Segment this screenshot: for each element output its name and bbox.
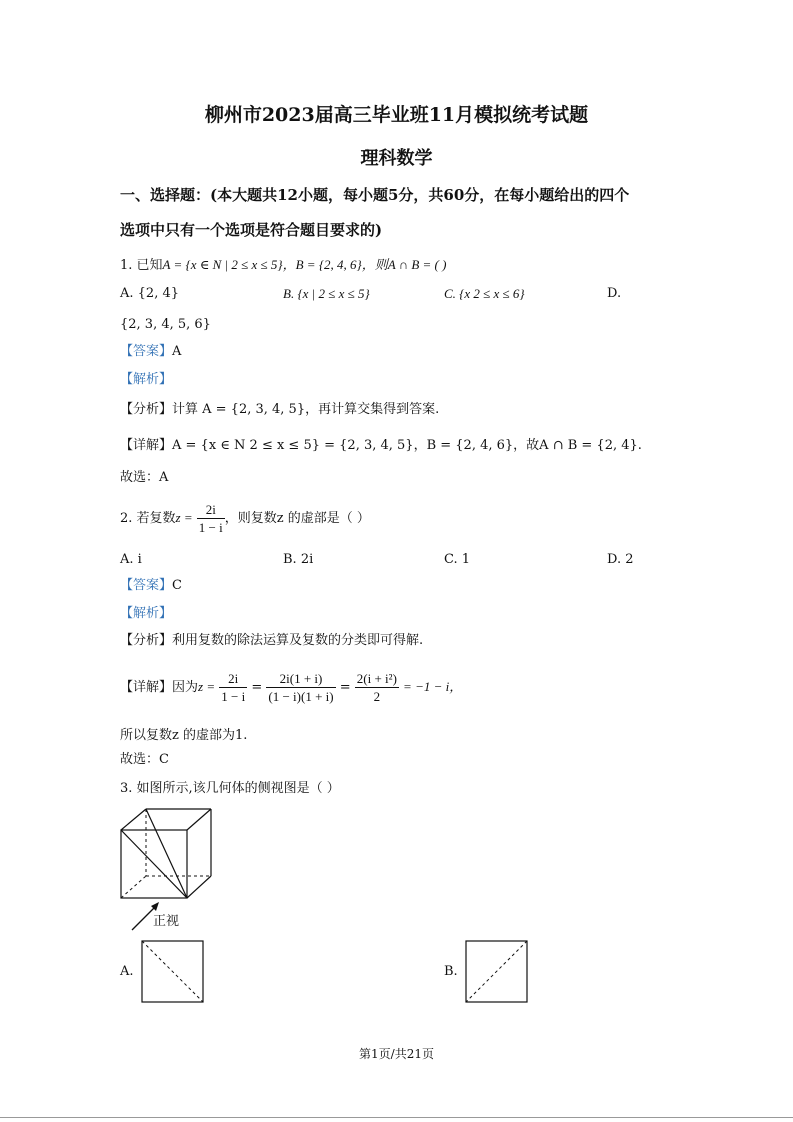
q1-analysis-tag: 【解析】	[120, 372, 173, 387]
q2-fraction	[197, 501, 225, 536]
q2-answer	[120, 577, 182, 595]
q1-stem-prefix: 1. 已知	[120, 258, 163, 273]
q1-set-b: ，B = {2, 4, 6}	[282, 257, 362, 272]
q3-stem: 3. 如图所示,该几何体的侧视图是（ ）	[120, 781, 340, 796]
q2-option-d: D. 2	[607, 552, 634, 567]
page-subtitle: 理科数学	[360, 148, 433, 169]
q3-solid-figure	[118, 806, 218, 902]
q1-option-c: C. {x 2 ≤ x ≤ 6}	[444, 286, 525, 301]
q2-option-c: C. 1	[444, 552, 471, 567]
q2-eq4: = −1 − i，	[403, 679, 463, 694]
q1-set-a: A = {x ∈ N | 2 ≤ x ≤ 5}	[162, 257, 283, 272]
q2-frac1	[219, 670, 247, 705]
top-left-edge	[121, 809, 146, 830]
q2-frac2	[266, 670, 335, 705]
q1-option-a: A. {2, 4}	[120, 286, 180, 301]
frac3-den: 2	[373, 689, 381, 704]
section-heading-cont: 选项中只有一个选项是符合题目要求的)	[120, 221, 383, 239]
q2-xiangjie-prefix: 【详解】因为	[120, 680, 199, 695]
q2-stem-prefix: 2. 若复数	[120, 511, 176, 526]
q1-answer	[120, 343, 181, 361]
view-label: 正视	[153, 914, 180, 929]
inner-diagonal	[146, 809, 187, 898]
q2-fenxi: 【分析】利用复数的除法运算及复数的分类即可得解.	[120, 633, 424, 648]
frac2-num: 2i(1 + i)	[266, 670, 335, 688]
bottom-right-edge	[187, 876, 211, 898]
q3-option-a-figure	[141, 940, 205, 1004]
q2-conclusion: 所以复数z 的虚部为1.	[120, 728, 248, 743]
q2-frac3	[355, 670, 399, 705]
front-diagonal	[121, 830, 187, 898]
answer-tag: 【答案】	[120, 578, 173, 593]
q1-tail: ，则A ∩ B = ( )	[361, 257, 447, 272]
q1-stem	[120, 256, 446, 275]
frac1-den: 1 − i	[221, 689, 246, 704]
q2-option-a: A. i	[120, 552, 142, 567]
page-number: 第1页/共21页	[359, 1047, 434, 1061]
q2-eq1: z =	[198, 679, 216, 694]
answer-value: C	[172, 578, 182, 593]
q1-choose: 故选：A	[120, 470, 169, 485]
q3-option-b-label: B.	[444, 964, 458, 979]
q2-stem	[120, 501, 370, 536]
top-right-edge	[187, 809, 211, 830]
q2-analysis-tag: 【解析】	[120, 606, 173, 621]
hidden-bottom-left-edge	[121, 876, 146, 898]
q1-option-d: D.	[607, 286, 622, 301]
answer-value: A	[172, 344, 182, 359]
q2-option-b: B. 2i	[283, 552, 314, 567]
q2-eq2: =	[251, 680, 263, 695]
q2-xiangjie	[120, 670, 462, 705]
q2-frac-den: 1 − i	[198, 520, 223, 535]
q1-fenxi: 【分析】计算 A = {2, 3, 4, 5}，再计算交集得到答案.	[120, 402, 440, 417]
q3-option-a-label: A.	[120, 964, 134, 979]
section-heading: 一、选择题：(本大题共12小题，每小题5分，共60分，在每小题给出的四个	[120, 186, 630, 204]
answer-tag: 【答案】	[120, 344, 173, 359]
q1-option-b: B. {x | 2 ≤ x ≤ 5}	[283, 286, 370, 301]
q3-option-b-figure	[465, 940, 529, 1004]
page-bottom-divider	[0, 1117, 793, 1118]
q2-eq3: =	[339, 680, 351, 695]
q2-choose: 故选：C	[120, 752, 169, 767]
q1-option-d-value: {2, 3, 4, 5, 6}	[120, 317, 211, 332]
q1-xiangjie: 【详解】A = {x ∈ N 2 ≤ x ≤ 5} = {2, 3, 4, 5}，B = {2, 4, 6}，故A ∩ B = {2, 4}.	[120, 438, 642, 453]
frac2-den: (1 − i)(1 + i)	[268, 689, 334, 704]
q2-z-eq: z =	[175, 510, 193, 525]
page-title: 柳州市2023届高三毕业班11月模拟统考试题	[204, 104, 589, 126]
q2-frac-num: 2i	[197, 501, 225, 519]
q2-stem-tail: ，则复数z 的虚部是（ ）	[224, 511, 370, 526]
frac3-num: 2(i + i²)	[356, 671, 397, 686]
frac1-num: 2i	[219, 670, 247, 688]
